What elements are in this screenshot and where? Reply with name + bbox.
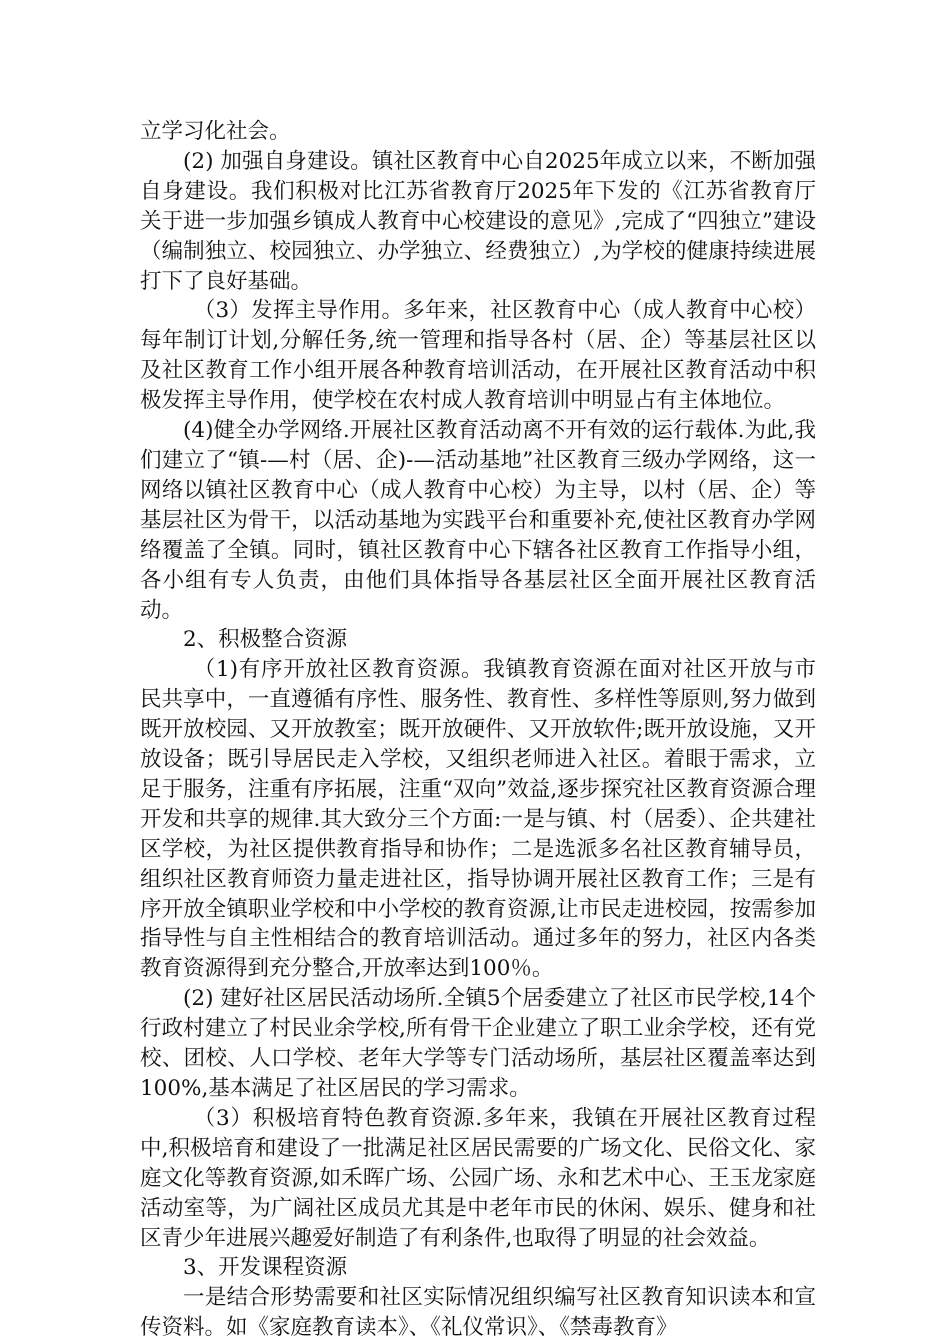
paragraph-self-building: (2) 加强自身建设。镇社区教育中心自2025年成立以来，不断加强自身建设。我们积极对比江苏省教育厅2025年下发的《江苏省教育厅关于进一步加强乡镇成人教育中心校建设的意见》,完成了“四独立”建设（编制独立、校园独立、办学独立、经费独立）,为学校的健康持续进展打下了良好基础。: [140, 148, 816, 294]
section-heading-integrate-resources: 2、积极整合资源: [183, 627, 348, 653]
section-heading-course-resources: 3、开发课程资源: [183, 1255, 348, 1281]
document-body: [140, 117, 816, 1343]
paragraph-leading-role: （3）发挥主导作用。多年来，社区教育中心（成人教育中心校）每年制订计划,分解任务,统一管理和指导各村（居、企）等基层社区以及社区教育工作小组开展各种教育培训活动，在开展社区教育活动中积极发挥主导作用，使学校在农村成人教育培训中明显占有主体地位。: [140, 298, 816, 414]
paragraph-featured-resources: （3）积极培育特色教育资源.多年来，我镇在开展社区教育过程中,积极培育和建设了一批满足社区居民需要的广场文化、民俗文化、家庭文化等教育资源,如禾晖广场、公园广场、永和艺术中心、王玉龙家庭活动室等，为广阔社区成员尤其是中老年市民的休闲、娱乐、健身和社区青少年进展兴趣爱好制造了有利条件,也取得了明显的社会效益。: [140, 1105, 816, 1251]
paragraph-continuation: 立学习化社会。: [140, 119, 291, 144]
paragraph-course-materials: 一是结合形势需要和社区实际情况组织编写社区教育知识读本和宣传资料。如《家庭教育读本》、《礼仪常识》、《禁毒教育》: [140, 1285, 816, 1341]
paragraph-activity-venues: (2) 建好社区居民活动场所.全镇5个居委建立了社区市民学校,14个行政村建立了村民业余学校,所有骨干企业建立了职工业余学校，还有党校、团校、人口学校、老年大学等专门活动场所，基层社区覆盖率达到100%,基本满足了社区居民的学习需求。: [140, 986, 816, 1101]
paragraph-school-network: (4)健全办学网络.开展社区教育活动离不开有效的运行载体.为此,我们建立了“镇-—村（居、企)-—活动基地”社区教育三级办学网络，这一网络以镇社区教育中心（成人教育中心校）为主导，以村（居、企）等基层社区为骨干，以活动基地为实践平台和重要补充,使社区教育办学网络覆盖了全镇。同时，镇社区教育中心下辖各社区教育工作指导小组，各小组有专人负责，由他们具体指导各基层社区全面开展社区教育活动。: [140, 418, 816, 623]
paragraph-open-resources: （1)有序开放社区教育资源。我镇教育资源在面对社区开放与市民共享中，一直遵循有序性、服务性、教育性、多样性等原则,努力做到既开放校园、又开放教室；既开放硬件、又开放软件;既开放设施，又开放设备；既引导居民走入学校，又组织老师进入社区。着眼于需求，立足于服务，注重有序拓展，注重“双向”效益,逐步探究社区教育资源合理开发和共享的规律.其大致分三个方面:一是与镇、村（居委）、企共建社区学校，为社区提供教育指导和协作；二是选派多名社区教育辅导员，组织社区教育师资力量走进社区，指导协调开展社区教育工作；三是有序开放全镇职业学校和中小学校的教育资源,让市民走进校园，按需参加指导性与自主性相结合的教育培训活动。通过多年的努力，社区内各类教育资源得到充分整合,开放率达到100％。: [140, 657, 816, 982]
